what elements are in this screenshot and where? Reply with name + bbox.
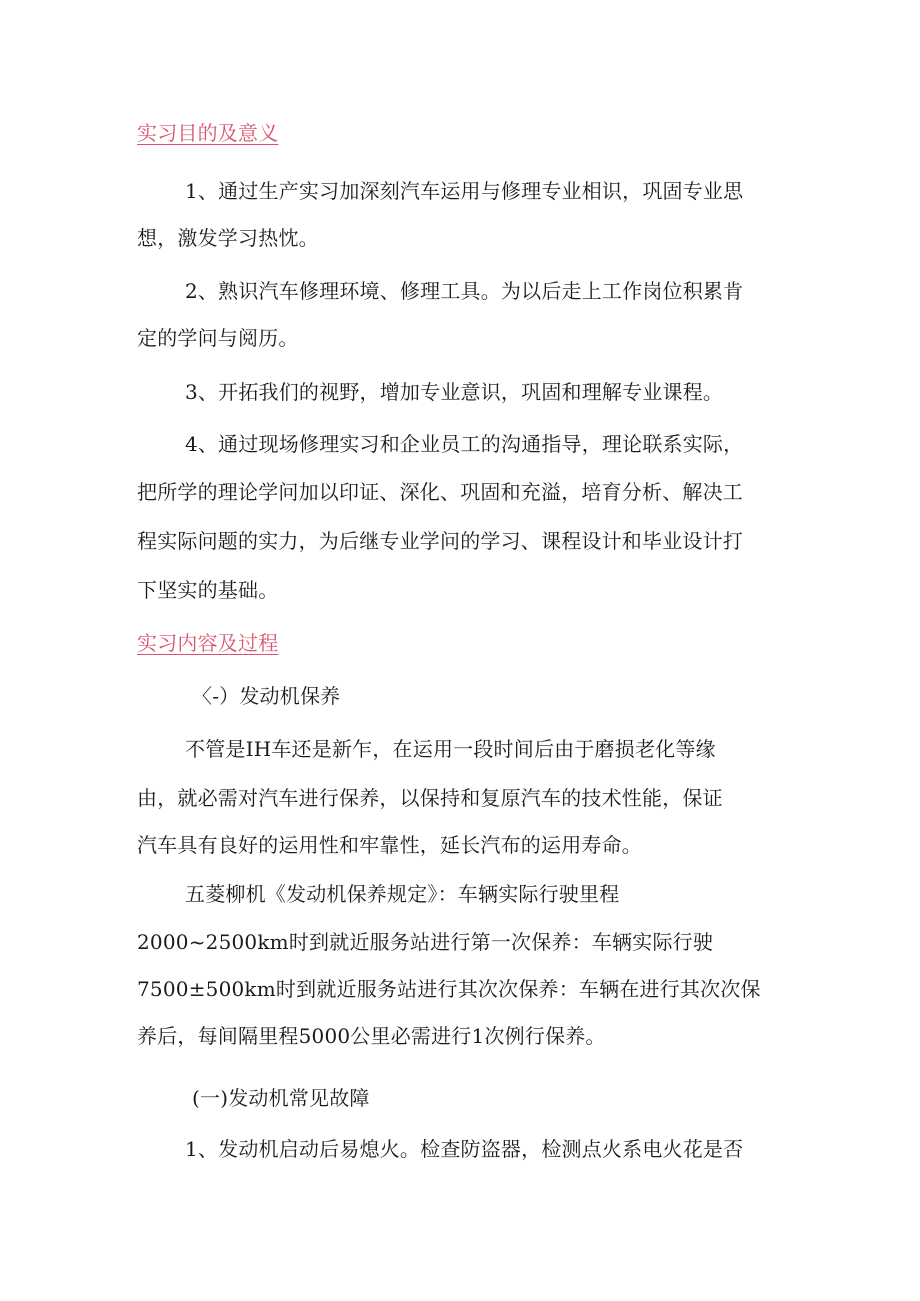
paragraph-line: 7500±500km时到就近服务站进行其次次保养：车辆在进行其次次保 [137, 977, 761, 1001]
paragraph-line: 1、通过生产实习加深刻汽车运用与修理专业相识，巩固专业思 [185, 179, 744, 203]
paragraph-line: 2、熟识汽车修理环境、修理工具。为以后走上工作岗位积累肯 [185, 279, 744, 303]
paragraph-line: 1、发动机启动后易熄火。检查防盗器，检测点火系电火花是否 [185, 1137, 744, 1161]
paragraph-line: 定的学问与阅历。 [137, 326, 299, 350]
paragraph-line: 汽车具有良好的运用性和牢靠性，延长汽布的运用寿命。 [137, 833, 642, 857]
paragraph-line: 想，激发学习热忱。 [137, 226, 319, 250]
paragraph-line: 养后，每间隔里程5000公里必需进行1次例行保养。 [137, 1024, 606, 1048]
paragraph-line: 下坚实的基础。 [137, 578, 279, 602]
paragraph-line: 程实际问题的实力，为后继专业学问的学习、课程设计和毕业设计打 [137, 529, 743, 553]
paragraph-line: 由，就必需对汽车进行保养，以保持和复原汽车的技术性能，保证 [137, 786, 723, 810]
subheading-engine-maintenance: 〈-）发动机保养 [192, 684, 341, 708]
paragraph-line: 不管是IH车还是新乍，在运用一段时间后由于磨损老化等缘 [185, 737, 716, 761]
paragraph-line: 把所学的理论学问加以印证、深化、巩固和充溢，培育分析、解决工 [137, 480, 743, 504]
heading-purpose: 实习目的及意义 [137, 121, 279, 145]
subheading-engine-faults: (一)发动机常见故障 [192, 1086, 370, 1110]
paragraph-line: 2000~2500km时到就近服务站进行第一次保养：车辆实际行驶 [137, 930, 714, 954]
paragraph-line: 3、开拓我们的视野，增加专业意识，巩固和理解专业课程。 [185, 380, 724, 404]
heading-content: 实习内容及过程 [137, 631, 279, 655]
paragraph-line: 五菱柳机《发动机保养规定》：车辆实际行驶里程 [185, 882, 620, 906]
paragraph-line: 4、通过现场修理实习和企业员工的沟通指导，理论联系实际， [185, 432, 744, 456]
